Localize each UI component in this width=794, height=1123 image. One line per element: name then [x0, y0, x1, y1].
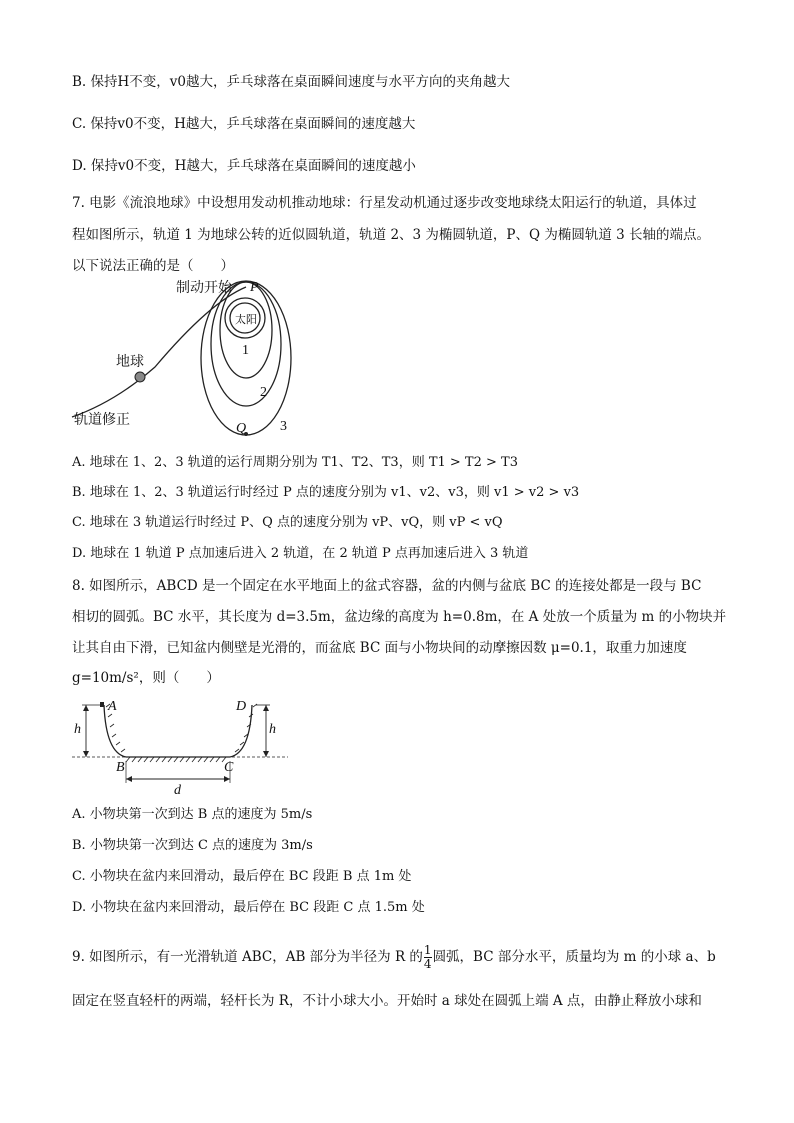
q7-option-c: C. 地球在 3 轨道运行时经过 P、Q 点的速度分别为 vP、vQ，则 vP < vQ	[72, 515, 503, 530]
orbit-diagram	[60, 272, 310, 452]
q9-stem-line-1: 9. 如图所示，有一光滑轨道 ABC，AB 部分为半径为 R 的 $\frac{1}{4}$ 圆弧，BC 部分水平，质量均为 m 的小球 a、b	[72, 943, 716, 971]
label-h-left: h	[74, 722, 81, 737]
q7-option-b: B. 地球在 1、2、3 轨道运行时经过 P 点的速度分别为 v1、v2、v3，则 v1 > v2 > v3	[72, 485, 580, 500]
q7-stem-line-1: 7. 电影《流浪地球》中设想用发动机推动地球：行星发动机通过逐步改变地球绕太阳运行的轨道，具体过	[72, 195, 697, 211]
q8-option-b: B. 小物块第一次到达 C 点的速度为 3m/s	[72, 838, 313, 853]
q8-stem-line-4: g=10m/s²，则（ ）	[72, 670, 220, 686]
label-orbit-correction: 轨道修正	[74, 413, 130, 428]
q7-stem-line-2: 程如图所示，轨道 1 为地球公转的近似圆轨道，轨道 2、3 为椭圆轨道，P、Q 为椭圆轨道 3 长轴的端点。	[72, 227, 711, 243]
label-p: P	[250, 280, 259, 295]
q8-stem-line-1: 8. 如图所示，ABCD 是一个固定在水平地面上的盆式容器，盆的内侧与盆底 BC 的连接处都是一段与 BC	[72, 578, 702, 594]
label-sun: 太阳	[235, 314, 257, 326]
q8-option-c: C. 小物块在盆内来回滑动，最后停在 BC 段距 B 点 1m 处	[72, 869, 412, 884]
label-brake-start: 制动开始	[176, 281, 232, 296]
label-b: B	[116, 760, 125, 775]
q7-option-d: D. 地球在 1 轨道 P 点加速后进入 2 轨道，在 2 轨道 P 点再加速后进入 3 轨道	[72, 546, 529, 561]
basin-diagram	[70, 697, 290, 797]
label-d-length: d	[174, 783, 181, 797]
orbit-3	[201, 281, 291, 435]
q6-option-b: B. 保持H不变，v0越大，乒乓球落在桌面瞬间速度与水平方向的夹角越大	[72, 74, 510, 90]
label-earth: 地球	[116, 355, 144, 370]
q7-option-a: A. 地球在 1、2、3 轨道的运行周期分别为 T1、T2、T3，则 T1 > T2 > T3	[72, 455, 518, 470]
label-h-right: h	[269, 722, 276, 737]
q7-stem-line-3: 以下说法正确的是（ ）	[72, 258, 234, 274]
label-orbit-2: 2	[260, 385, 267, 400]
q8-stem-line-3: 让其自由下滑，已知盆内侧壁是光滑的，而盆底 BC 面与小物块间的动摩擦因数 μ=0.1，取重力加速度	[72, 640, 687, 656]
label-d-point: D	[236, 699, 247, 714]
label-orbit-3: 3	[280, 419, 287, 434]
q6-option-c: C. 保持v0不变，H越大，乒乓球落在桌面瞬间的速度越大	[72, 116, 416, 132]
q8-option-d: D. 小物块在盆内来回滑动，最后停在 BC 段距 C 点 1.5m 处	[72, 900, 425, 915]
q6-option-d: D. 保持v0不变，H越大，乒乓球落在桌面瞬间的速度越小	[72, 158, 416, 174]
label-orbit-1: 1	[242, 343, 249, 358]
q9-stem-line-2: 固定在竖直轻杆的两端，轻杆长为 R，不计小球大小。开始时 a 球处在圆弧上端 A 点，由静止释放小球和	[72, 993, 702, 1009]
small-block-icon	[100, 702, 104, 707]
fraction-one-quarter: $\frac{1}{4}$	[423, 943, 432, 971]
earth-icon	[135, 372, 145, 382]
q8-stem-line-2: 相切的圆弧。BC 水平，其长度为 d=3.5m，盆边缘的高度为 h=0.8m，在 A 处放一个质量为 m 的小物块并	[72, 609, 727, 625]
label-q: Q	[236, 421, 247, 436]
label-c: C	[224, 760, 234, 775]
label-a: A	[108, 699, 117, 714]
q8-option-a: A. 小物块第一次到达 B 点的速度为 5m/s	[72, 807, 313, 822]
earth-trajectory	[72, 287, 246, 417]
